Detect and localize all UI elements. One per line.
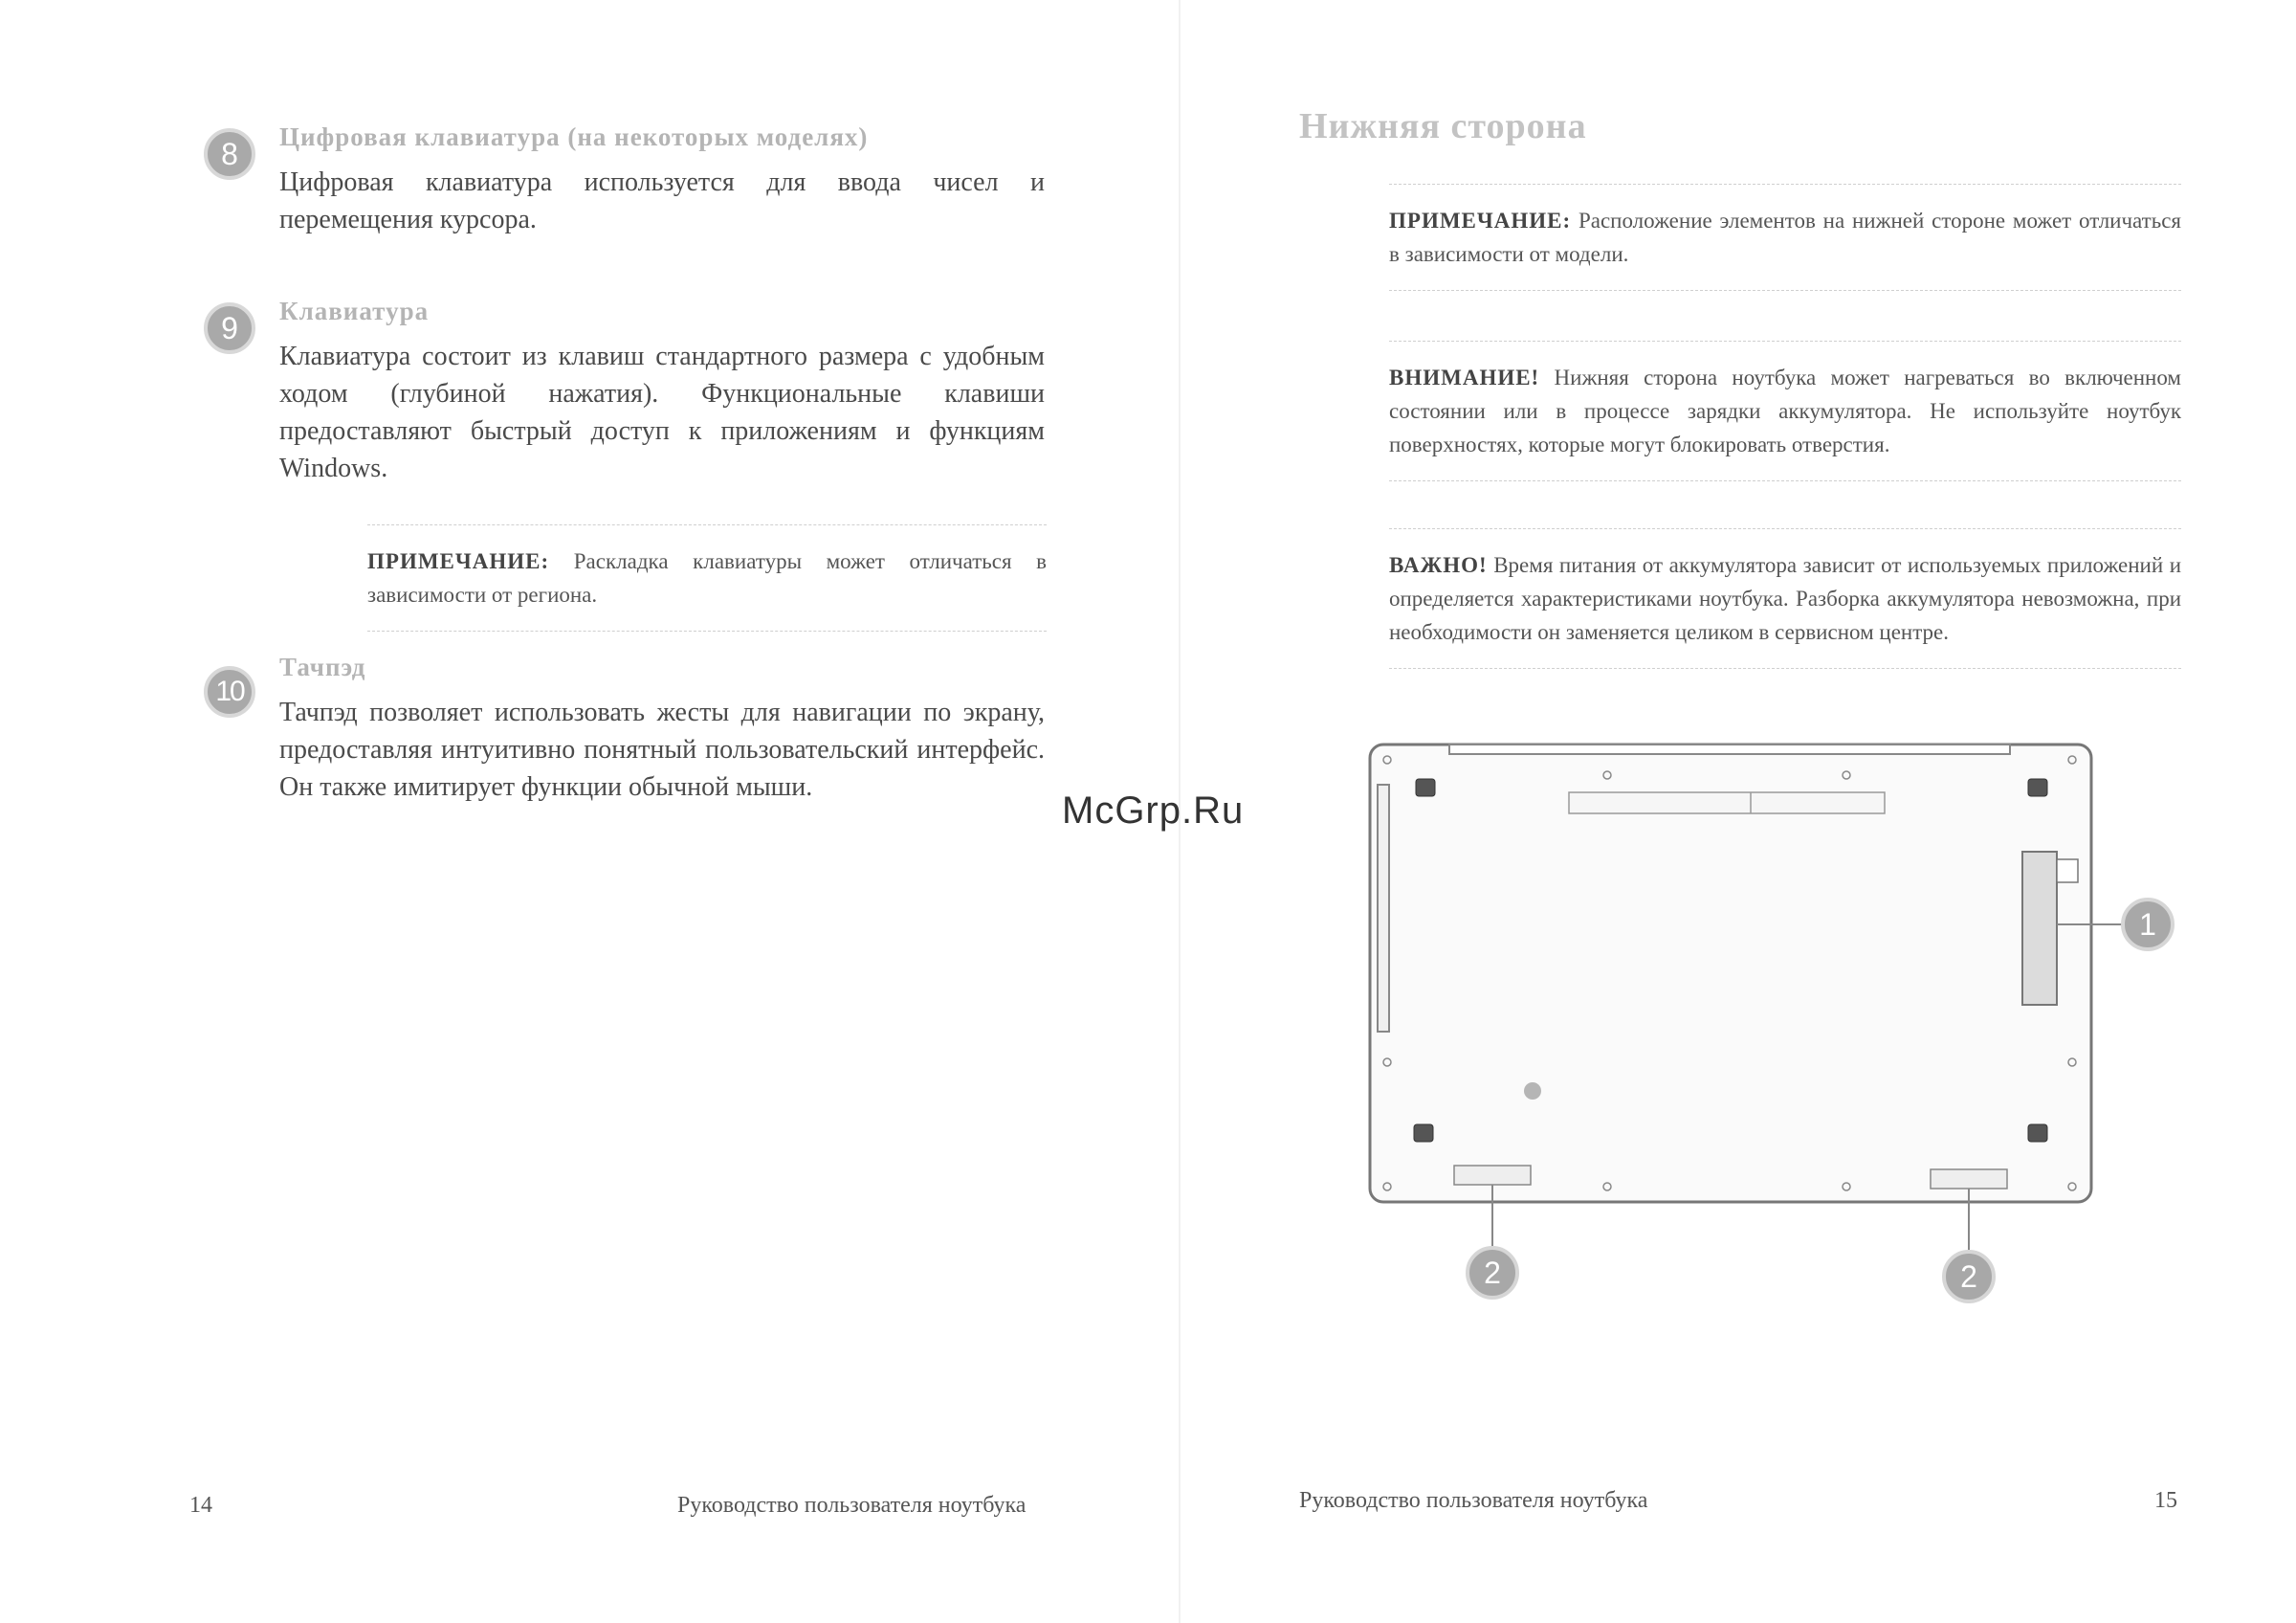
laptop-bottom-diagram (1358, 737, 2181, 1311)
item-number-badge-9: 9 (204, 302, 255, 354)
callout-1: 1 (2121, 898, 2175, 951)
item-numeric-keypad (279, 122, 1045, 238)
important-box (1389, 528, 2181, 669)
warning-box (1389, 341, 2181, 481)
watermark: McGrp.Ru (1062, 789, 1245, 832)
item-number-badge-8: 8 (204, 128, 255, 180)
note-box-1 (1389, 184, 2181, 291)
callout-2-left: 2 (1466, 1246, 1519, 1300)
page-number-left: 14 (189, 1493, 212, 1518)
item-number-badge-10: 10 (204, 666, 255, 718)
item-heading: Цифровая клавиатура (на некоторых моделях) (279, 122, 869, 151)
callout-2-right: 2 (1942, 1250, 1996, 1303)
warning-label: ВНИМАНИЕ! (1389, 366, 1540, 389)
item-body: Тачпэд позволяет использовать жесты для навигации по экрану, предоставляя интуитивно понятный пользовательский интерфейс. Он также имитирует функции обычной мыши. (279, 698, 1045, 802)
page-number-right: 15 (2154, 1488, 2177, 1513)
note-label: ПРИМЕЧАНИЕ: (367, 549, 550, 573)
item-body: Клавиатура состоит из клавиш стандартного размера с удобным ходом (глубиной нажатия). Функциональные клавиши предоставляют быстрый доступ к приложениям и функциям Windows. (279, 342, 1045, 483)
note-text: Расположение элементов на нижней стороне может отличаться в зависимости от модели. (1389, 209, 2181, 266)
item-keyboard (279, 297, 1045, 487)
item-body: Цифровая клавиатура используется для ввода чисел и перемещения курсора. (279, 167, 1045, 234)
important-label: ВАЖНО! (1389, 553, 1488, 577)
note-text: Раскладка клавиатуры может отличаться в зависимости от региона. (367, 549, 1047, 607)
footer-title-left: Руководство пользователя ноутбука (677, 1493, 1027, 1518)
item-heading: Тачпэд (279, 653, 366, 681)
section-title: Нижняя сторона (1299, 106, 1587, 146)
footer-title-right: Руководство пользователя ноутбука (1299, 1488, 1648, 1513)
warning-text: Нижняя сторона ноутбука может нагреваться во включенном состоянии или в процессе зарядки аккумулятора. Не используйте ноутбук поверхностях, которые могут блокировать отверстия. (1389, 366, 2181, 456)
item-touchpad (279, 653, 1045, 806)
keyboard-note (367, 524, 1047, 632)
note-label: ПРИМЕЧАНИЕ: (1389, 209, 1572, 233)
item-heading: Клавиатура (279, 297, 430, 325)
important-text: Время питания от аккумулятора зависит от используемых приложений и определяется характеристиками ноутбука. Разборка аккумулятора невозможна, при необходимости он заменяется целиком в сервисном центре. (1389, 553, 2181, 644)
laptop-bottom-illustration (1358, 737, 2181, 1311)
